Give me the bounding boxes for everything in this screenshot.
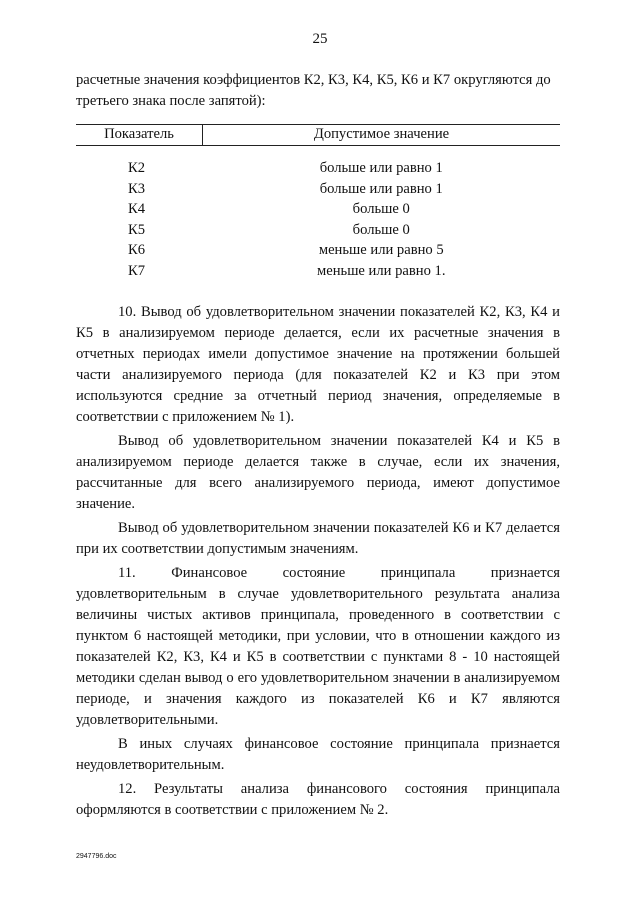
indicator-cell: К7 [128,262,146,279]
value-cell: меньше или равно 5 [318,242,444,258]
page-number: 25 [312,31,328,47]
table-row [76,261,560,282]
indicator-cell: К5 [128,221,146,238]
table-row [76,199,560,220]
table-row [76,179,560,200]
table-header-row [76,125,560,146]
indicator-cell: К4 [128,201,146,217]
value-cell: больше или равно 1 [319,160,443,176]
body-text [76,302,560,824]
value-cell: больше или равно 1 [319,180,443,197]
paragraph-11: 11. Финансовое состояние принципала признается удовлетворительным в случае удовлетворительного результата анализа величины чистых активов принципала, проведенного в соответствии с пунктом 6 настоящей методики, при условии, что в отношении каждого из показателей К2, К3, К4 и К5 в соответствии с пунктами 8 - 10 настоящей методики сделан вывод о его удовлетворительном значении в анализируемом периоде, и значения каждого из показателей К6 и К7 являются удовлетворительными. [76,565,560,728]
header-allowed-value: Допустимое значение [203,125,561,146]
table-row [76,220,560,241]
table-row [76,240,560,261]
indicator-cell: К6 [128,242,146,258]
paragraph-k4-k5: Вывод об удовлетворительном значении показателей К4 и К5 в анализируемом периоде делается также в случае, если их значения, рассчитанные для всего анализируемого периода, имеют допустимое значение. [76,433,560,512]
indicator-cell: К3 [128,180,146,197]
intro-text: расчетные значения коэффициентов К2, К3, К4, К5, К6 и К7 округляются до третьего знака после запятой): [76,72,551,109]
table-row [76,158,560,179]
header-indicator: Показатель [76,125,203,146]
value-cell: больше 0 [352,221,410,238]
indicator-cell: К2 [128,160,146,176]
paragraph-12: 12. Результаты анализа финансового состояния принципала оформляются в соответствии с приложением № 2. [76,781,560,818]
paragraph-k6-k7: Вывод об удовлетворительном значении показателей К6 и К7 делается при их соответствии допустимым значениям. [76,520,560,557]
value-cell: меньше или равно 1. [317,262,446,279]
coefficient-table [76,124,560,281]
paragraph-other-cases: В иных случаях финансовое состояние принципала признается неудовлетворительным. [76,736,560,773]
footer-filename: 2947796.doc [76,853,117,860]
paragraph-10: 10. Вывод об удовлетворительном значении показателей К2, К3, К4 и К5 в анализируемом периоде делается, если их расчетные значения в отчетных периодах имели допустимое значение на протяжении большей части анализируемого периода (для показателей К2 и К3 при этом используются средние за отчетный период значения, определяемые в соответствии с приложением № 1). [76,304,560,425]
value-cell: больше 0 [352,201,410,217]
